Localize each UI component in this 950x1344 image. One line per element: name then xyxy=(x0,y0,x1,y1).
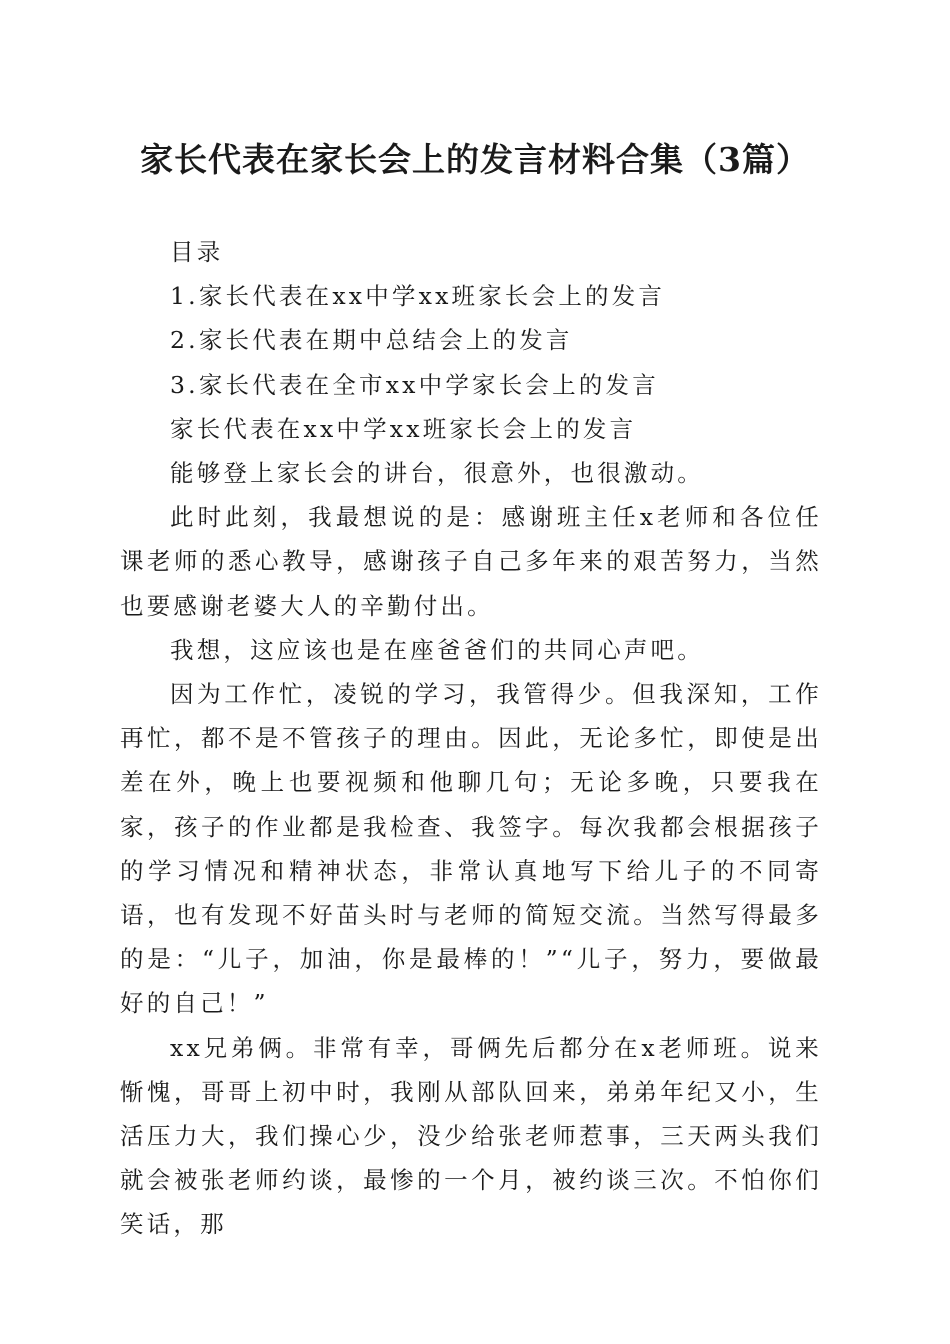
section-title: 家长代表在xx中学xx班家长会上的发言 xyxy=(170,414,637,443)
toc-item: 1.家长代表在xx中学xx班家长会上的发言 xyxy=(170,282,666,311)
toc-heading: 目录 xyxy=(170,238,224,266)
paragraph: 我想，这应该也是在座爸爸们的共同心声吧。 xyxy=(170,635,704,664)
paragraph: 能够登上家长会的讲台，很意外，也很激动。 xyxy=(170,459,704,488)
toc-item: 2.家长代表在期中总结会上的发言 xyxy=(170,326,573,355)
document-body xyxy=(120,230,822,1247)
paragraph: xx兄弟俩。非常有幸，哥俩先后都分在x老师班。说来惭愧，哥哥上初中时，我刚从部队回来，弟弟年纪又小，生活压力大，我们操心少，没少给张老师惹事，三天两头我们就会被张老师约谈，最惨的一个月，被约谈三次。不怕你们笑话，那 xyxy=(120,1033,822,1239)
paragraph: 此时此刻，我最想说的是：感谢班主任x老师和各位任课老师的悉心教导，感谢孩子自己多年来的艰苦努力，当然也要感谢老婆大人的辛勤付出。 xyxy=(120,503,822,620)
paragraph: 因为工作忙，凌锐的学习，我管得少。但我深知，工作再忙，都不是不管孩子的理由。因此，无论多忙，即使是出差在外，晚上也要视频和他聊几句；无论多晚，只要我在家，孩子的作业都是我检查、我签字。每次我都会根据孩子的学习情况和精神状态，非常认真地写下给儿子的不同寄语，也有发现不好苗头时与老师的简短交流。当然写得最多的是：“儿子，加油，你是最棒的！”“儿子，努力，要做最好的自己！” xyxy=(120,680,822,1018)
toc-item: 3.家长代表在全市xx中学家长会上的发言 xyxy=(170,370,659,399)
document-title: 家长代表在家长会上的发言材料合集（3篇） xyxy=(140,140,810,179)
